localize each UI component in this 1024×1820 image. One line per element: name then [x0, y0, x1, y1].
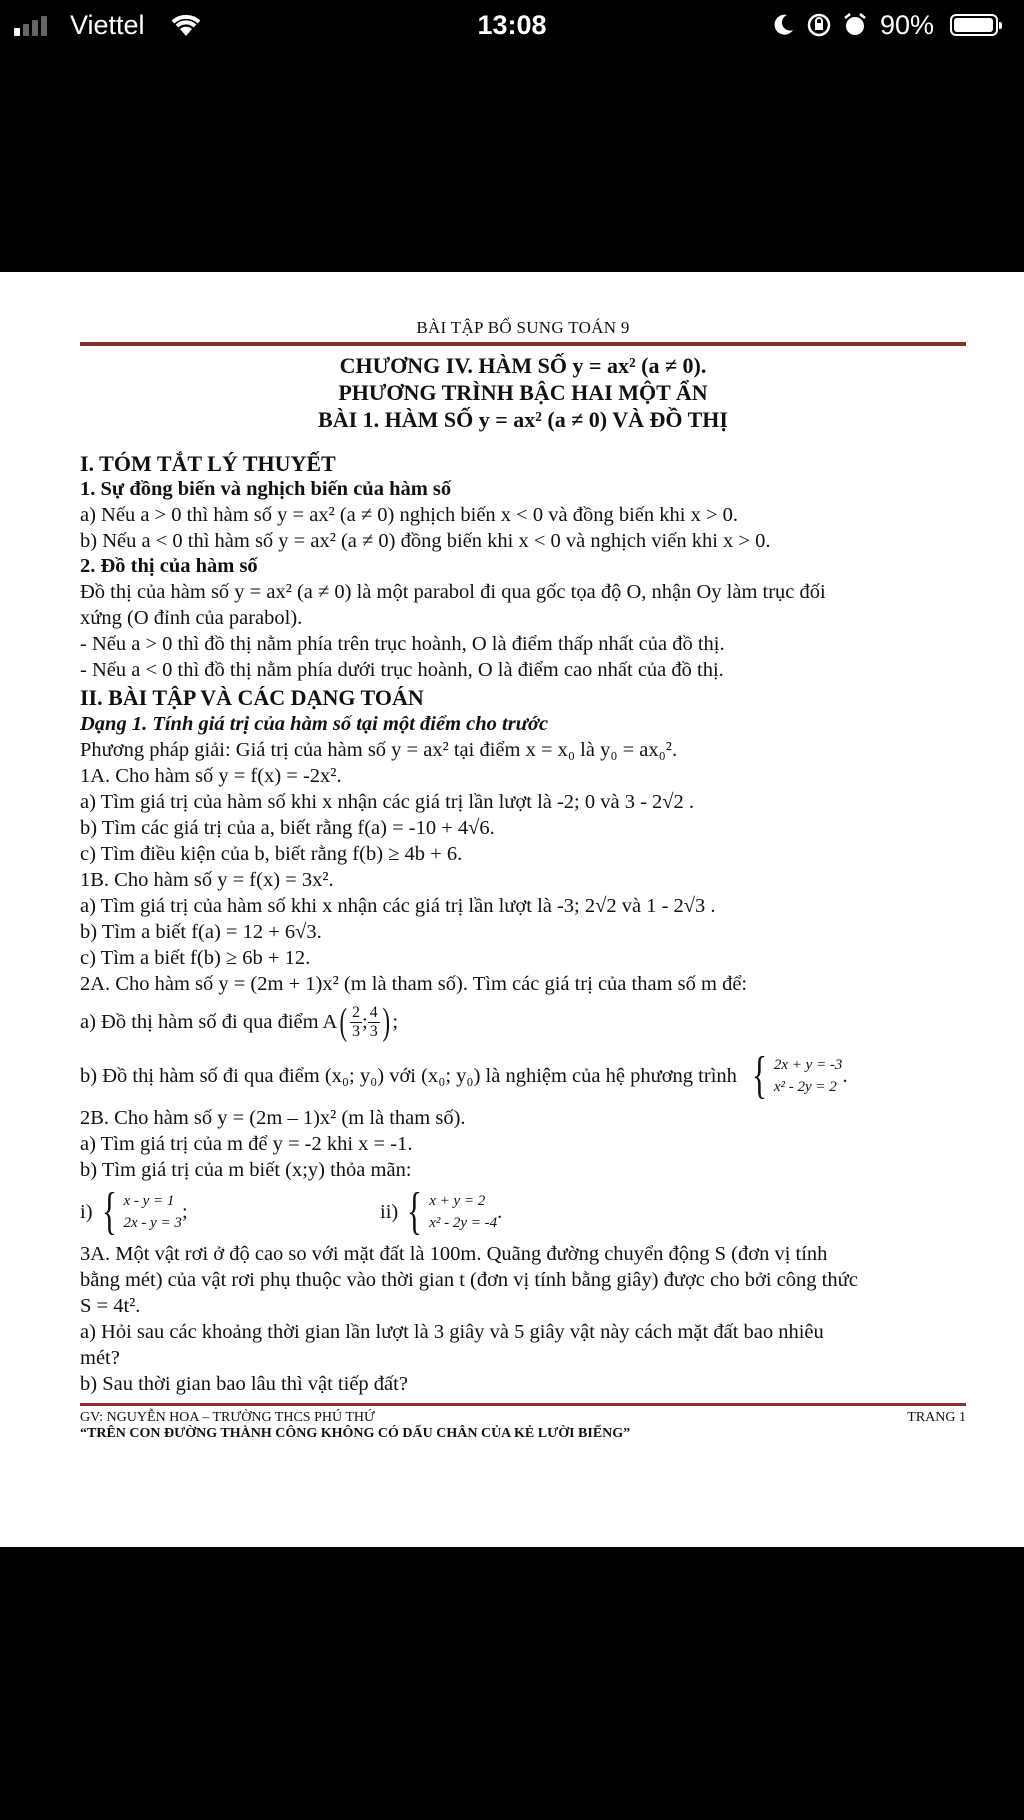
item-label: i) [80, 1200, 93, 1223]
text-line: bằng mét) của vật rơi phụ thuộc vào thời gian t (đơn vị tính bằng giây) được cho bởi công thức [80, 1269, 858, 1291]
item-label: ii) [380, 1200, 399, 1223]
equation-systems-row [80, 1183, 966, 1241]
text-line: b) Tìm các giá trị của a, biết rằng f(a) = -10 + 4√6. [80, 817, 495, 839]
lesson-title: BÀI 1. HÀM SỐ y = ax² (a ≠ 0) VÀ ĐỒ THỊ [318, 407, 728, 432]
text-line: b) Sau thời gian bao lâu thì vật tiếp đất? [80, 1373, 408, 1395]
document-content [80, 272, 966, 1442]
text-line: a) Hỏi sau các khoảng thời gian lần lượt là 3 giây và 5 giây vật này cách mặt đất bao nhiêu [80, 1321, 824, 1343]
header-divider [80, 342, 966, 346]
text-line: 1B. Cho hàm số y = f(x) = 3x². [80, 869, 334, 891]
fraction-denominator: 3 [352, 1022, 361, 1040]
equation: x + y = 2 [429, 1193, 486, 1209]
text-line: 2B. Cho hàm số y = (2m – 1)x² (m là tham số). [80, 1107, 466, 1129]
text-line: 1A. Cho hàm số y = f(x) = -2x². [80, 765, 342, 787]
text-line: a) Tìm giá trị của hàm số khi x nhận các giá trị lần lượt là -2; 0 và 3 - 2√2 . [80, 791, 695, 813]
text-fragment: b) Đồ thị hàm số đi qua điểm (x₀; y₀) với (x₀; y₀) là nghiệm của hệ phương trình [80, 1064, 737, 1087]
equation: 2x - y = 3 [123, 1215, 182, 1231]
text-line: mét? [80, 1347, 120, 1369]
text-line: b) Nếu a < 0 thì hàm số y = ax² (a ≠ 0) đồng biến khi x < 0 và nghịch viến khi x > 0. [80, 530, 771, 552]
equation-system: { x - y = 1 2x - y = 3 ; [101, 1183, 188, 1240]
chapter-subtitle: PHƯƠNG TRÌNH BẬC HAI MỘT ẨN [338, 380, 708, 405]
section-heading: I. TÓM TẮT LÝ THUYẾT [80, 451, 336, 476]
text-line: a) Tìm giá trị của m để y = -2 khi x = -1. [80, 1133, 413, 1155]
equation-system: { 2x + y = -3 x² - 2y = 2 . [751, 1047, 848, 1104]
text-line: S = 4t². [80, 1295, 141, 1317]
equation: 2x + y = -3 [773, 1057, 843, 1073]
document-header: BÀI TẬP BỔ SUNG TOÁN 9 [416, 318, 630, 337]
text-line: a) Nếu a > 0 thì hàm số y = ax² (a ≠ 0) nghịch biến x < 0 và đồng biến khi x > 0. [80, 504, 739, 526]
chapter-title: CHƯƠNG IV. HÀM SỐ y = ax² (a ≠ 0). [339, 353, 707, 378]
rotation-lock-icon [806, 12, 832, 45]
fraction-numerator: 4 [369, 1003, 378, 1021]
document-footer [80, 1410, 966, 1426]
clock: 13:08 [477, 10, 547, 40]
text-line: b) Tìm giá trị của m biết (x;y) thỏa mãn: [80, 1159, 412, 1181]
carrier-name: Viettel [70, 10, 145, 40]
equation: x - y = 1 [123, 1193, 175, 1209]
alarm-icon [842, 12, 868, 45]
text-line: a) Đồ thị hàm số đi qua điểm A ( $\frac{2}{3}$ ; $\frac{4}{3}$ ) ; [80, 1001, 399, 1043]
text-line: 3A. Một vật rơi ở độ cao so với mặt đất là 100m. Quãng đường chuyển động S (đơn vị tính [80, 1243, 828, 1265]
text-line: - Nếu a > 0 thì đồ thị nằm phía trên trục hoành, O là điểm thấp nhất của đồ thị. [80, 633, 725, 655]
text-line: c) Tìm a biết f(b) ≥ 6b + 12. [80, 947, 311, 969]
section-heading: II. BÀI TẬP VÀ CÁC DẠNG TOÁN [80, 685, 424, 710]
battery-icon [950, 14, 998, 36]
fraction-denominator: 3 [369, 1022, 378, 1040]
subsection-heading: 2. Đồ thị của hàm số [80, 555, 258, 577]
equation: x² - 2y = 2 [773, 1079, 837, 1095]
text-line: Đồ thị của hàm số y = ax² (a ≠ 0) là một parabol đi qua gốc tọa độ O, nhận Oy làm trục đối [80, 581, 826, 603]
fraction-numerator: 2 [352, 1003, 361, 1021]
status-bar [0, 0, 1024, 52]
do-not-disturb-icon [770, 12, 796, 45]
text-line: c) Tìm điều kiện của b, biết rằng f(b) ≥ 4b + 6. [80, 843, 463, 865]
battery-percentage: 90% [880, 10, 935, 40]
text-fragment: a) Đồ thị hàm số đi qua điểm A [80, 1011, 338, 1033]
page-number: TRANG 1 [907, 1410, 966, 1425]
equation: x² - 2y = -4 [429, 1215, 498, 1231]
footer-divider [80, 1403, 966, 1406]
problem-type-heading: Dạng 1. Tính giá trị của hàm số tại một điểm cho trước [80, 713, 549, 735]
footer-author: GV: NGUYỄN HOA – TRƯỜNG THCS PHÚ THỨ [80, 1410, 375, 1425]
footer-slogan: “TRÊN CON ĐƯỜNG THÀNH CÔNG KHÔNG CÓ DẤU CHÂN CỦA KẺ LƯỜI BIẾNG” [80, 1426, 631, 1441]
text-line: Phương pháp giải: Giá trị của hàm số y = ax² tại điểm x = x₀ là y₀ = ax₀². [80, 739, 678, 761]
text-line: b) Tìm a biết f(a) = 12 + 6√3. [80, 921, 322, 943]
text-line: a) Tìm giá trị của hàm số khi x nhận các giá trị lần lượt là -3; 2√2 và 1 - 2√3 . [80, 895, 716, 917]
text-line [80, 1047, 966, 1105]
text-line: xứng (O đỉnh của parabol). [80, 607, 303, 629]
equation-system: { x + y = 2 x² - 2y = -4 . [407, 1183, 503, 1240]
text-line: 2A. Cho hàm số y = (2m + 1)x² (m là tham số). Tìm các giá trị của tham số m để: [80, 973, 748, 995]
text-line: - Nếu a < 0 thì đồ thị nằm phía dưới trục hoành, O là điểm cao nhất của đồ thị. [80, 659, 724, 681]
subsection-heading: 1. Sự đồng biến và nghịch biến của hàm số [80, 478, 452, 500]
document-page [0, 272, 1024, 1547]
